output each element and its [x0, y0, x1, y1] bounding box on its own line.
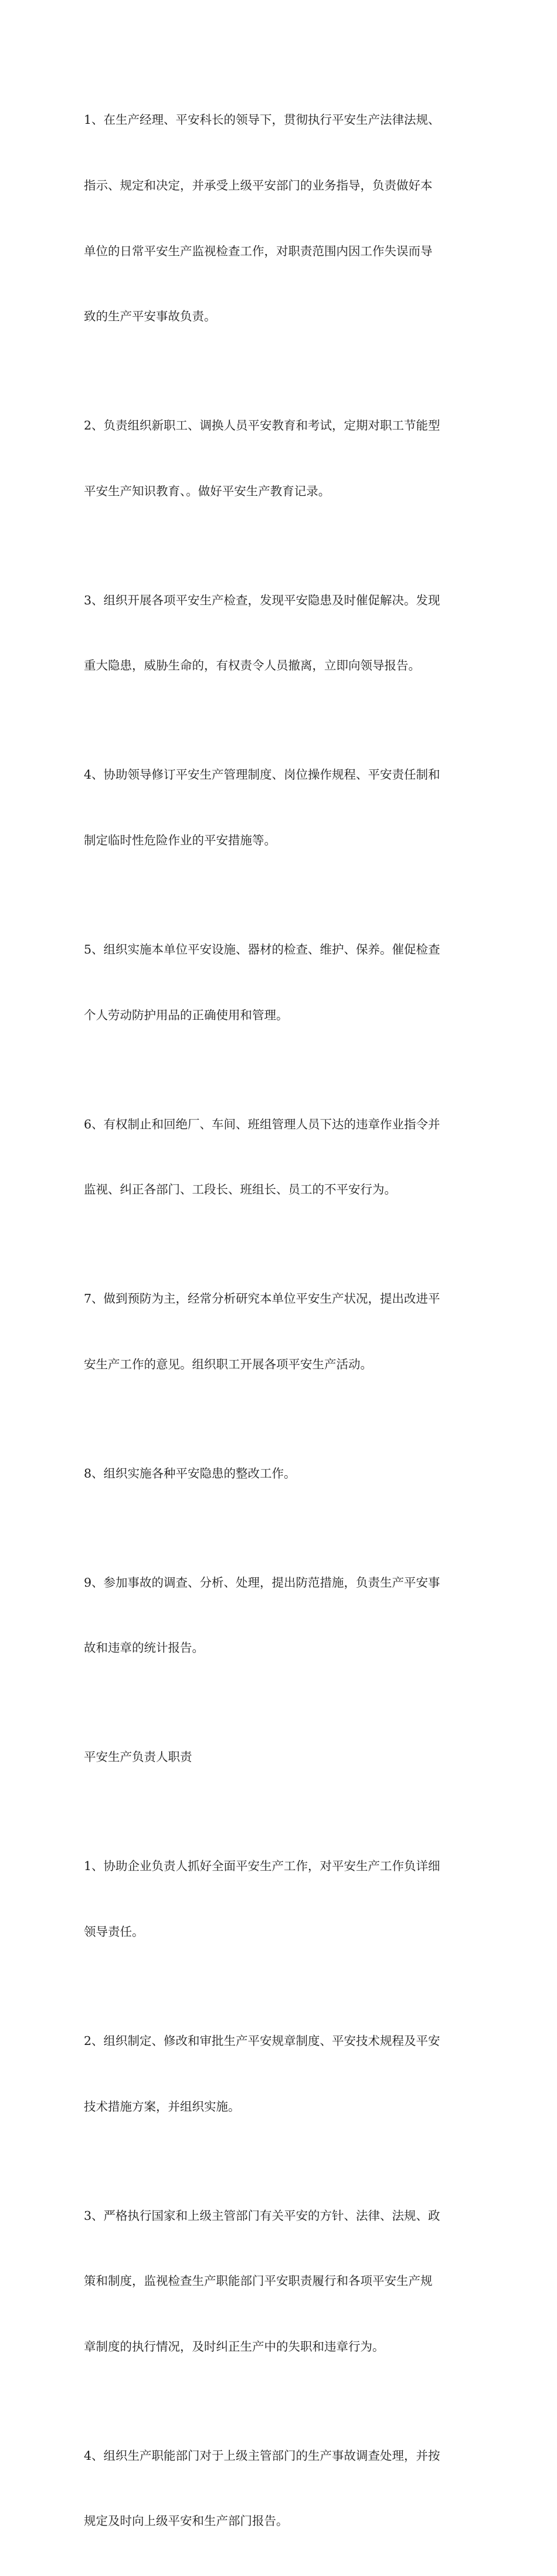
text-line: 单位的日常平安生产监视检查工作，对职责范围内因工作失误而导: [84, 244, 433, 258]
text-line: 7、做到预防为主，经常分析研究本单位平安生产状况，提出改进平: [84, 1292, 440, 1306]
text-line: 策和制度，监视检查生产职能部门平安职责履行和各项平安生产规: [84, 2274, 433, 2288]
text-line: 9、参加事故的调查、分析、处理，提出防范措施，负责生产平安事: [84, 1575, 440, 1590]
text-line: 指示、规定和决定，并承受上级平安部门的业务指导，负责做好本: [84, 178, 433, 192]
paragraph-responsibility-2: [84, 1987, 473, 2162]
text-line: 制定临时性危险作业的平安措施等。: [84, 833, 276, 847]
text-line: 4、组织生产职能部门对于上级主管部门的生产事故调查处理，并按: [84, 2448, 440, 2463]
text-line: 3、组织开展各项平安生产检查，发现平安隐患及时催促解决。发现: [84, 593, 440, 607]
paragraph-responsibility-1: [84, 1812, 473, 1987]
text-line: 技术措施方案，并组织实施。: [84, 2099, 240, 2114]
paragraph-duty-1: [84, 66, 473, 371]
paragraph-duty-7: [84, 1245, 473, 1419]
text-line: 5、组织实施本单位平安设施、器材的检查、维护、保养。催促检查: [84, 942, 440, 956]
text-line: 4、协助领导修订平安生产管理制度、岗位操作规程、平安责任制和: [84, 768, 440, 782]
text-line: 领导责任。: [84, 1924, 144, 1939]
section-heading: [84, 1703, 473, 1812]
text-line: 1、协助企业负责人抓好全面平安生产工作，对平安生产工作负详细: [84, 1859, 440, 1874]
paragraph-duty-9: [84, 1528, 473, 1703]
text-line: 章制度的执行情况，及时纠正生产中的失职和违章行为。: [84, 2339, 385, 2354]
text-line: 2、负责组织新职工、调换人员平安教育和考试，定期对职工节能型: [84, 418, 440, 433]
text-line: 3、严格执行国家和上级主管部门有关平安的方针、法律、法规、政: [84, 2208, 440, 2223]
section-title: 平安生产负责人职责: [84, 1750, 192, 1764]
text-line: 安生产工作的意见。组织职工开展各项平安生产活动。: [84, 1357, 372, 1371]
paragraph-responsibility-4: [84, 2401, 473, 2576]
text-line: 1、在生产经理、平安科长的领导下，贯彻执行平安生产法律法规、: [84, 113, 440, 127]
document-body: [84, 66, 473, 2576]
text-line: 2、组织制定、修改和审批生产平安规章制度、平安技术规程及平安: [84, 2033, 440, 2048]
paragraph-duty-5: [84, 895, 473, 1070]
text-line: 重大隐患，威胁生命的，有权责令人员撤离，立即向领导报告。: [84, 658, 420, 673]
paragraph-duty-2: [84, 371, 473, 546]
paragraph-duty-8: [84, 1419, 473, 1528]
paragraph-duty-3: [84, 546, 473, 721]
text-line: 平安生产知识教育、。做好平安生产教育记录。: [84, 484, 331, 498]
paragraph-responsibility-3: [84, 2161, 473, 2401]
text-line: 致的生产平安事故负责。: [84, 309, 216, 324]
paragraph-duty-4: [84, 721, 473, 895]
text-line: 6、有权制止和回绝厂、车间、班组管理人员下达的违章作业指令并: [84, 1117, 440, 1131]
text-line: 故和违章的统计报告。: [84, 1641, 204, 1655]
text-line: 8、组织实施各种平安隐患的整改工作。: [84, 1466, 296, 1480]
paragraph-duty-6: [84, 1070, 473, 1245]
text-line: 监视、纠正各部门、工段长、班组长、员工的不平安行为。: [84, 1182, 396, 1197]
text-line: 个人劳动防护用品的正确使用和管理。: [84, 1008, 288, 1022]
text-line: 规定及时向上级平安和生产部门报告。: [84, 2514, 288, 2528]
